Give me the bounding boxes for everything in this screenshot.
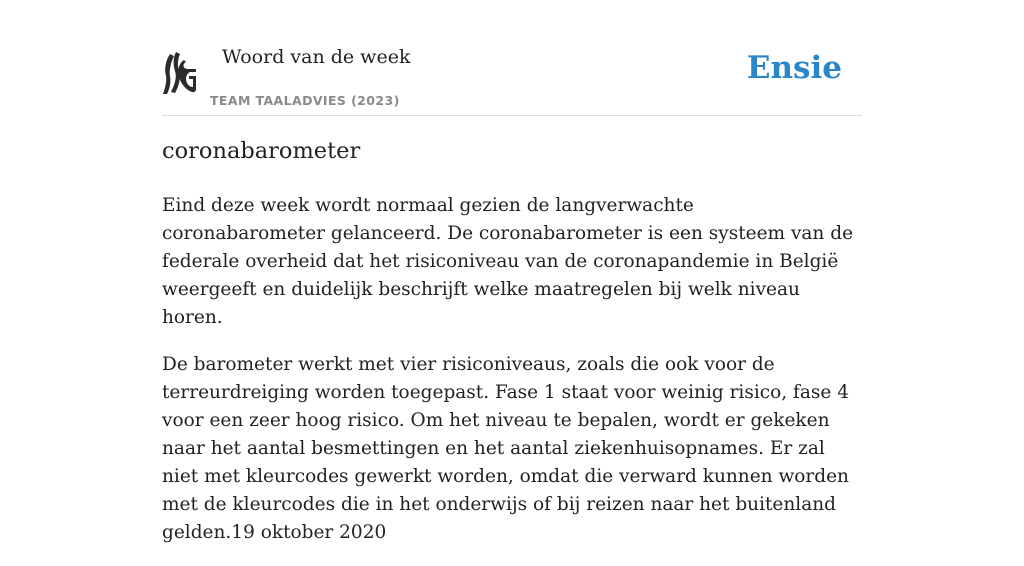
series-title: Woord van de week (222, 46, 411, 68)
article-paragraph: Eind deze week wordt normaal gezien de langverwachte coronabarometer gelanceerd. De coronabarometer is een systeem van de federale overheid dat het risiconiveau van de coronapandemie in België weergeeft en duidelijk beschrijft welke maatregelen bij welk niveau horen. (162, 195, 854, 328)
article-date: 19 oktober 2020 (231, 522, 387, 543)
flemish-lion-icon (162, 50, 198, 96)
page-header (162, 40, 862, 116)
article-word-title: coronabarometer (162, 138, 361, 164)
article-paragraph (162, 351, 862, 547)
article-body (162, 192, 862, 566)
ensie-brand-logo[interactable]: Ensie (746, 50, 842, 86)
author-label: TEAM TAALADVIES (2023) (210, 93, 400, 108)
article-paragraph-text: De barometer werkt met vier risiconiveaus, zoals die ook voor de terreurdreiging worden toegepast. Fase 1 staat voor weinig risico, fase 4 voor een zeer hoog risico. Om het niveau te bepalen, wordt er gekeken naar het aantal besmettingen en het aantal ziekenhuisopnames. Er zal niet met kleurcodes gewerkt worden, omdat die verward kunnen worden met de kleurcodes die in het onderwijs of bij reizen naar het buitenland gelden. (162, 354, 849, 543)
